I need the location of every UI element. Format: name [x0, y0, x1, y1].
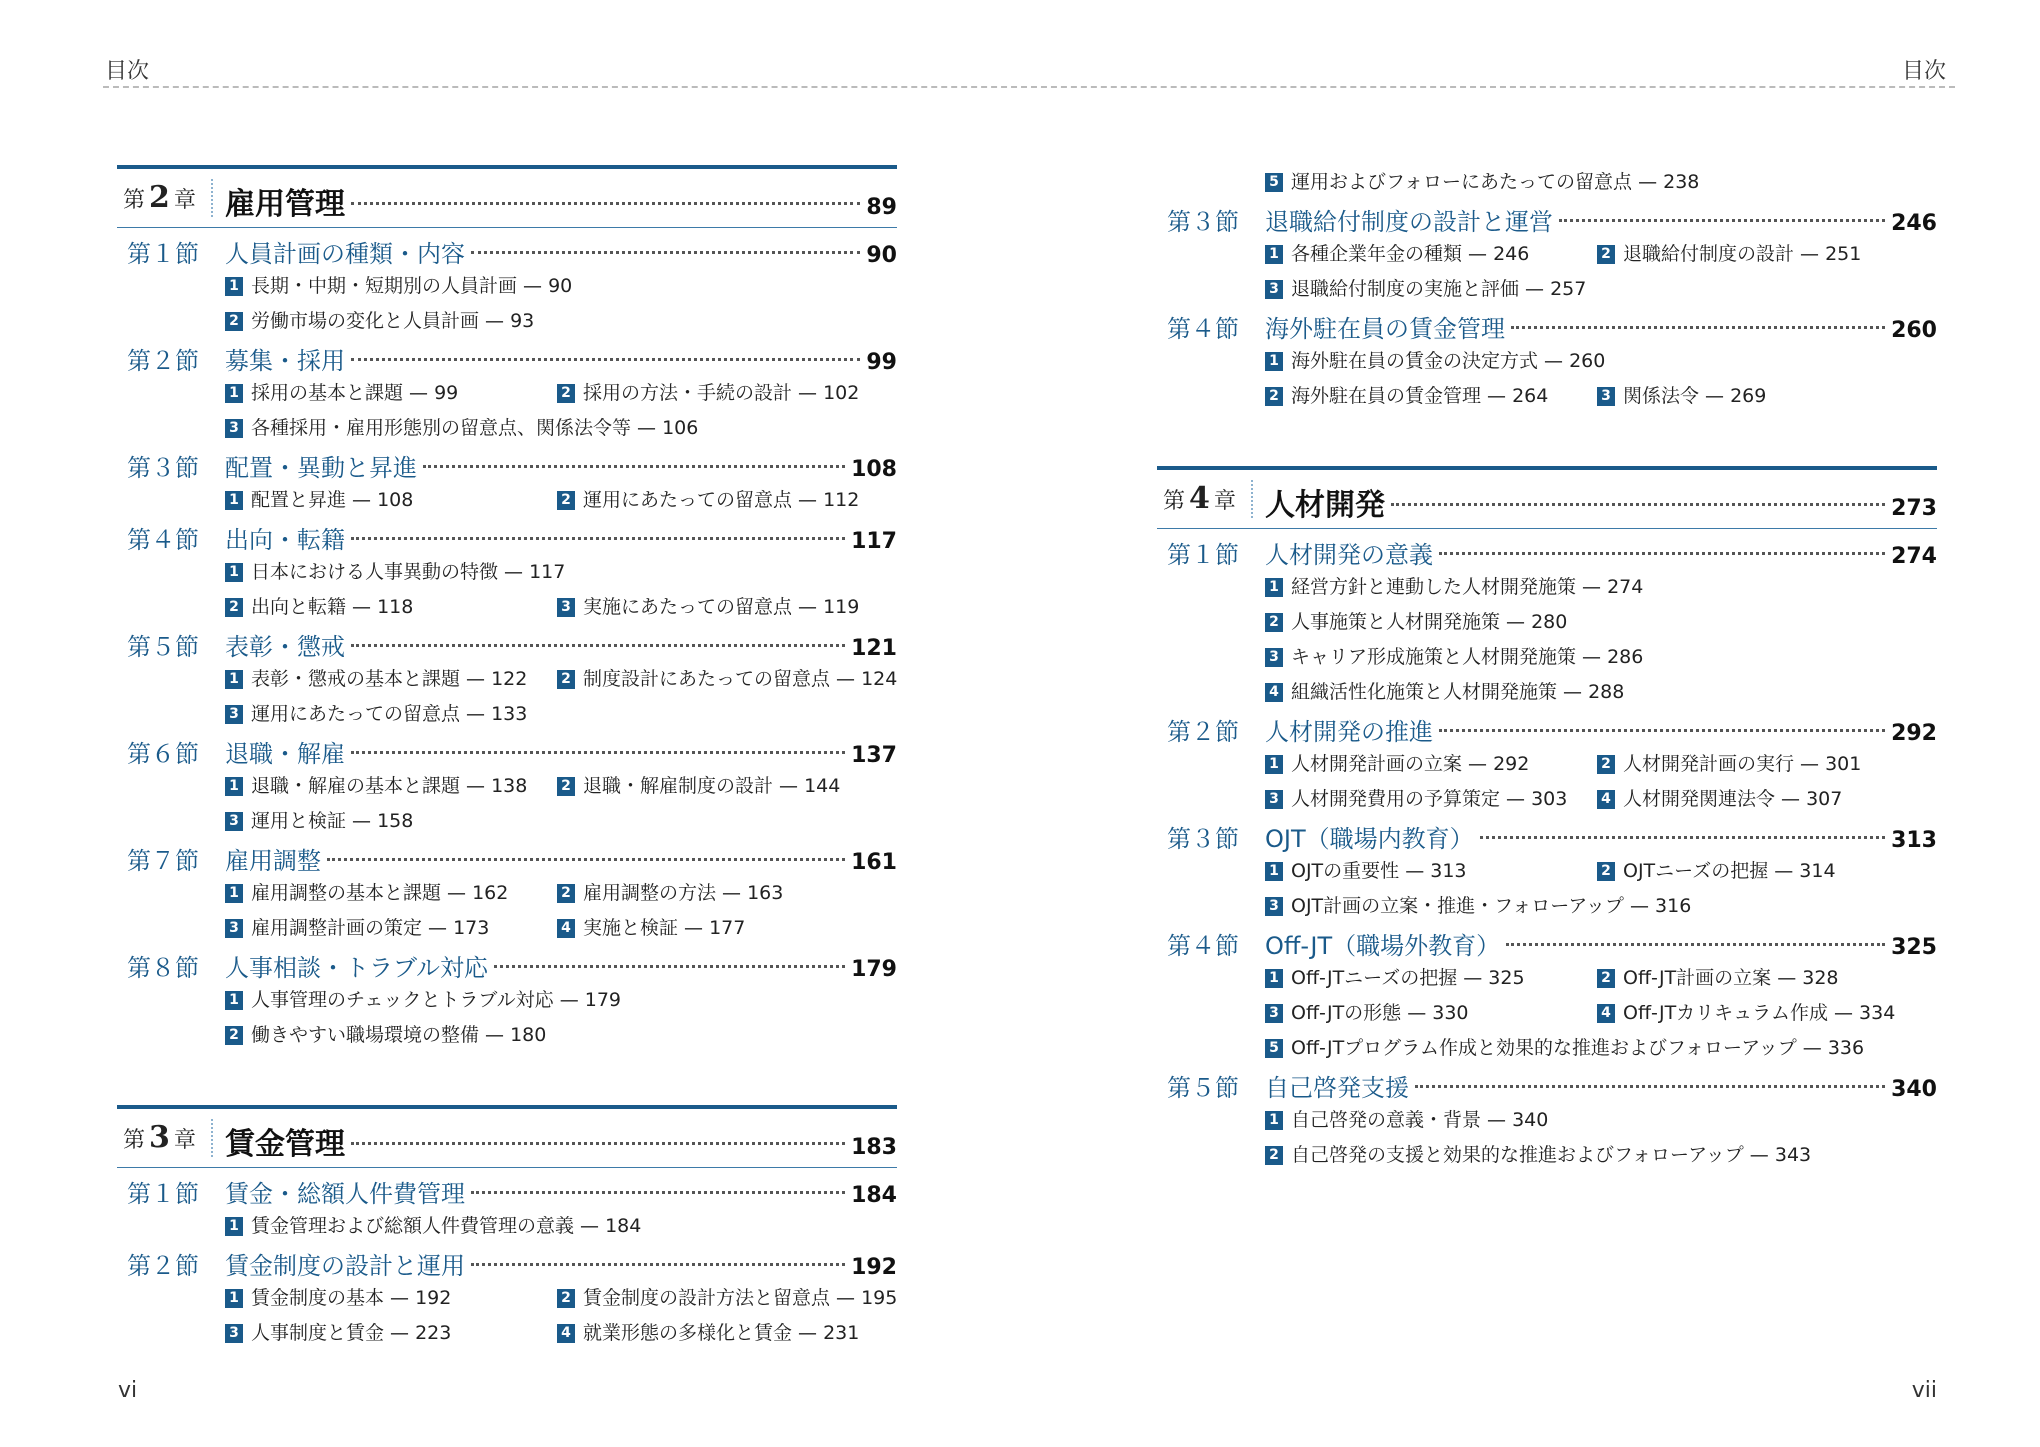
section-title: 海外駐在員の賃金管理	[1265, 315, 1505, 343]
subsection-item[interactable]	[1597, 379, 1929, 414]
item-text: 運用およびフォローにあたっての留意点 — 238	[1291, 171, 1700, 193]
item-text: 退職給付制度の設計 — 251	[1623, 243, 1862, 265]
item-text: OJTニーズの把握 — 314	[1623, 860, 1836, 882]
item-number-badge: 2	[225, 598, 243, 617]
item-text: 海外駐在員の賃金管理 — 264	[1291, 385, 1549, 407]
section-title: 配置・異動と昇進	[225, 454, 417, 482]
item-number-badge: 2	[557, 384, 575, 403]
item-number-badge: 2	[557, 1289, 575, 1308]
item-text: OJTの重要性 — 313	[1291, 860, 1467, 882]
item-text: 配置と昇進 — 108	[251, 489, 414, 511]
item-text: 出向と転籍 — 118	[251, 596, 414, 618]
item-number-badge: 3	[225, 419, 243, 438]
chapter-number: 第 2 章	[123, 179, 213, 217]
item-text: 人材開発関連法令 — 307	[1623, 788, 1843, 810]
subsection-item[interactable]	[225, 483, 557, 518]
section-entry[interactable]	[1157, 202, 1937, 237]
item-text: Off-JTニーズの把握 — 325	[1291, 967, 1525, 989]
page-number-right: vii	[1911, 1378, 1937, 1403]
subsection-item[interactable]	[1265, 605, 1937, 640]
item-number-badge: 3	[225, 812, 243, 831]
toc-right-column	[1157, 165, 1937, 1173]
item-number-badge: 1	[1265, 755, 1283, 774]
item-text: 関係法令 — 269	[1623, 385, 1767, 407]
section-page: 274	[1891, 544, 1937, 569]
item-number-badge: 3	[225, 705, 243, 724]
section-label: 第１節	[127, 1180, 199, 1208]
section-entry[interactable]	[1157, 819, 1937, 854]
item-text: 雇用調整の方法 — 163	[583, 882, 784, 904]
section-title: 人員計画の種類・内容	[225, 240, 465, 268]
item-number-badge: 1	[1265, 1111, 1283, 1130]
subsection-item[interactable]	[1265, 889, 1937, 924]
subsection-item[interactable]	[557, 662, 898, 697]
leader-dots	[351, 1142, 845, 1145]
chapter-heading[interactable]	[1157, 466, 1937, 529]
section-label: 第３節	[127, 454, 199, 482]
item-number-badge: 4	[557, 919, 575, 938]
item-number-badge: 3	[1265, 280, 1283, 299]
subsection-item[interactable]	[225, 911, 557, 946]
item-text: 雇用調整の基本と課題 — 162	[251, 882, 509, 904]
subsection-item[interactable]	[225, 1209, 897, 1244]
item-text: 日本における人事異動の特徴 — 117	[251, 561, 566, 583]
item-number-badge: 1	[225, 1289, 243, 1308]
item-number-badge: 1	[225, 491, 243, 510]
item-number-badge: 5	[1265, 1039, 1283, 1058]
header-divider	[103, 86, 1955, 88]
page-number-left: vi	[118, 1378, 138, 1403]
item-text: 各種採用・雇用形態別の留意点、関係法令等 — 106	[251, 417, 699, 439]
subsection-item[interactable]	[1265, 675, 1937, 710]
chapter-heading[interactable]	[117, 165, 897, 228]
subsection-item[interactable]	[1265, 782, 1597, 817]
subsection-item[interactable]	[225, 376, 557, 411]
item-number-badge: 2	[1265, 1146, 1283, 1165]
section-page: 246	[1891, 211, 1937, 236]
leader-dots	[494, 965, 845, 968]
section-page: 108	[851, 457, 897, 482]
section-entry[interactable]	[1157, 926, 1937, 961]
subsection-item[interactable]	[1265, 570, 1937, 605]
item-text: 人材開発費用の予算策定 — 303	[1291, 788, 1568, 810]
chapter-number: 第 4 章	[1163, 480, 1253, 518]
section-page: 260	[1891, 318, 1937, 343]
item-text: 退職給付制度の実施と評価 — 257	[1291, 278, 1587, 300]
chapter-title: 雇用管理	[225, 187, 345, 222]
leader-dots	[1559, 219, 1885, 222]
item-text: 人材開発計画の実行 — 301	[1623, 753, 1862, 775]
leader-dots	[351, 751, 845, 754]
item-number-badge: 3	[1265, 648, 1283, 667]
leader-dots	[471, 1263, 845, 1266]
item-number-badge: 1	[225, 884, 243, 903]
running-header-right: 目次	[1901, 59, 1946, 84]
section-title: 雇用調整	[225, 847, 321, 875]
subsection-item[interactable]	[1265, 272, 1937, 307]
leader-dots	[351, 358, 860, 361]
section-page: 161	[851, 850, 897, 875]
leader-dots	[351, 202, 860, 205]
item-number-badge: 5	[1265, 173, 1283, 192]
chapter-page: 89	[866, 195, 897, 220]
item-number-badge: 1	[225, 384, 243, 403]
section-page: 179	[851, 957, 897, 982]
item-text: 海外駐在員の賃金の決定方式 — 260	[1291, 350, 1606, 372]
item-number-badge: 2	[557, 777, 575, 796]
subsection-item[interactable]	[1265, 1138, 1937, 1173]
leader-dots	[1511, 326, 1885, 329]
section-entry[interactable]	[117, 341, 897, 376]
section-label: 第１節	[1167, 541, 1239, 569]
item-number-badge: 4	[1597, 1004, 1615, 1023]
item-number-badge: 1	[225, 277, 243, 296]
subsection-item[interactable]	[1265, 1103, 1937, 1138]
section-page: 184	[851, 1183, 897, 1208]
section-page: 117	[851, 529, 897, 554]
subsection-item[interactable]	[225, 804, 897, 839]
section-title: 表彰・懲戒	[225, 633, 345, 661]
item-number-badge: 2	[1597, 245, 1615, 264]
item-number-badge: 3	[1265, 897, 1283, 916]
item-text: 各種企業年金の種類 — 246	[1291, 243, 1530, 265]
item-number-badge: 1	[225, 670, 243, 689]
section-title: 人事相談・トラブル対応	[225, 954, 489, 982]
item-number-badge: 4	[1265, 683, 1283, 702]
subsection-item[interactable]	[225, 269, 897, 304]
subsection-item[interactable]	[1265, 961, 1597, 996]
subsection-item[interactable]	[557, 769, 889, 804]
toc-left-column	[117, 165, 897, 1351]
leader-dots	[1391, 503, 1885, 506]
item-number-badge: 2	[1597, 862, 1615, 881]
section-title: 人材開発の推進	[1265, 718, 1433, 746]
subsection-item[interactable]	[1265, 237, 1597, 272]
subsection-item[interactable]	[225, 411, 897, 446]
item-text: 賃金制度の基本 — 192	[251, 1287, 452, 1309]
item-text: 自己啓発の支援と効果的な推進およびフォローアップ — 343	[1291, 1144, 1812, 1166]
section-label: 第８節	[127, 954, 199, 982]
subsection-item[interactable]	[1265, 344, 1937, 379]
subsection-item[interactable]	[225, 662, 557, 697]
subsection-item[interactable]	[1597, 996, 1929, 1031]
section-label: 第３節	[1167, 208, 1239, 236]
section-entry[interactable]	[117, 448, 897, 483]
item-number-badge: 2	[557, 884, 575, 903]
item-number-badge: 2	[225, 1026, 243, 1045]
item-number-badge: 2	[1265, 387, 1283, 406]
section-title: 自己啓発支援	[1265, 1074, 1409, 1102]
section-entry[interactable]	[117, 627, 897, 662]
subsection-item[interactable]	[1265, 379, 1597, 414]
subsection-item[interactable]	[1597, 747, 1929, 782]
leader-dots	[1480, 836, 1885, 839]
chapter-title: 賃金管理	[225, 1127, 345, 1162]
item-text: 賃金管理および総額人件費管理の意義 — 184	[251, 1215, 642, 1237]
subsection-item[interactable]	[1265, 854, 1597, 889]
item-number-badge: 1	[1265, 352, 1283, 371]
subsection-item[interactable]	[1597, 237, 1929, 272]
section-entry[interactable]	[117, 520, 897, 555]
subsection-item[interactable]	[225, 1018, 897, 1053]
subsection-item[interactable]	[557, 911, 889, 946]
item-text: 人材開発計画の立案 — 292	[1291, 753, 1530, 775]
section-title: 賃金制度の設計と運用	[225, 1252, 465, 1280]
section-entry[interactable]	[117, 948, 897, 983]
section-page: 99	[866, 350, 897, 375]
section-label: 第３節	[1167, 825, 1239, 853]
section-label: 第７節	[127, 847, 199, 875]
item-text: 働きやすい職場環境の整備 — 180	[251, 1024, 547, 1046]
item-text: Off-JT計画の立案 — 328	[1623, 967, 1839, 989]
item-number-badge: 1	[1265, 578, 1283, 597]
section-page: 121	[851, 636, 897, 661]
subsection-item[interactable]	[225, 304, 897, 339]
section-entry[interactable]	[1157, 1068, 1937, 1103]
section-label: 第２節	[127, 347, 199, 375]
item-text: OJT計画の立案・推進・フォローアップ — 316	[1291, 895, 1692, 917]
item-text: 採用の基本と課題 — 99	[251, 382, 459, 404]
subsection-item[interactable]	[557, 876, 889, 911]
subsection-item[interactable]	[1265, 996, 1597, 1031]
section-title: 人材開発の意義	[1265, 541, 1433, 569]
item-number-badge: 2	[1597, 755, 1615, 774]
item-text: 労働市場の変化と人員計画 — 93	[251, 310, 535, 332]
item-text: Off-JTの形態 — 330	[1291, 1002, 1469, 1024]
item-number-badge: 3	[1265, 790, 1283, 809]
item-number-badge: 4	[557, 1324, 575, 1343]
item-text: 自己啓発の意義・背景 — 340	[1291, 1109, 1549, 1131]
leader-dots	[1439, 729, 1885, 732]
item-text: 組織活性化施策と人材開発施策 — 288	[1291, 681, 1625, 703]
section-title: 出向・転籍	[225, 526, 345, 554]
subsection-item[interactable]	[1265, 640, 1937, 675]
item-text: 実施と検証 — 177	[583, 917, 746, 939]
section-label: 第６節	[127, 740, 199, 768]
item-text: 運用にあたっての留意点 — 133	[251, 703, 528, 725]
leader-dots	[423, 465, 845, 468]
section-entry[interactable]	[117, 841, 897, 876]
leader-dots	[351, 644, 845, 647]
section-page: 340	[1891, 1077, 1937, 1102]
section-title: 募集・採用	[225, 347, 345, 375]
section-label: 第４節	[1167, 315, 1239, 343]
section-page: 292	[1891, 721, 1937, 746]
item-number-badge: 2	[557, 670, 575, 689]
subsection-item[interactable]	[557, 376, 889, 411]
item-number-badge: 2	[225, 312, 243, 331]
item-text: 長期・中期・短期別の人員計画 — 90	[251, 275, 573, 297]
section-page: 192	[851, 1255, 897, 1280]
section-title: 退職・解雇	[225, 740, 345, 768]
subsection-item[interactable]	[225, 1316, 557, 1351]
leader-dots	[351, 537, 845, 540]
section-entry[interactable]	[1157, 535, 1937, 570]
item-number-badge: 1	[1265, 969, 1283, 988]
subsection-item[interactable]	[557, 590, 889, 625]
section-label: 第４節	[1167, 932, 1239, 960]
item-number-badge: 3	[225, 919, 243, 938]
item-text: 経営方針と連動した人材開発施策 — 274	[1291, 576, 1644, 598]
section-label: 第１節	[127, 240, 199, 268]
item-text: 運用と検証 — 158	[251, 810, 414, 832]
item-text: 人事管理のチェックとトラブル対応 — 179	[251, 989, 622, 1011]
section-entry[interactable]	[1157, 712, 1937, 747]
chapter-page: 273	[1891, 496, 1937, 521]
section-title: OJT（職場内教育）	[1265, 825, 1474, 853]
item-number-badge: 2	[557, 491, 575, 510]
subsection-item[interactable]	[1265, 1031, 1937, 1066]
subsection-item[interactable]	[1597, 854, 1929, 889]
chapter-page: 183	[851, 1135, 897, 1160]
item-number-badge: 4	[1597, 790, 1615, 809]
section-title: 賃金・総額人件費管理	[225, 1180, 465, 1208]
item-number-badge: 3	[225, 1324, 243, 1343]
subsection-item[interactable]	[557, 1316, 889, 1351]
section-page: 313	[1891, 828, 1937, 853]
section-entry[interactable]	[117, 1246, 897, 1281]
item-number-badge: 1	[225, 777, 243, 796]
leader-dots	[1415, 1085, 1885, 1088]
subsection-item[interactable]	[225, 876, 557, 911]
section-page: 90	[866, 243, 897, 268]
subsection-item[interactable]	[225, 769, 557, 804]
item-text: 人事施策と人材開発施策 — 280	[1291, 611, 1568, 633]
item-number-badge: 1	[1265, 245, 1283, 264]
chapter-number: 第 3 章	[123, 1119, 213, 1157]
subsection-item[interactable]	[1265, 165, 1937, 200]
item-text: 退職・解雇制度の設計 — 144	[583, 775, 841, 797]
section-entry[interactable]	[1157, 309, 1937, 344]
subsection-item[interactable]	[1597, 961, 1929, 996]
section-label: 第５節	[1167, 1074, 1239, 1102]
leader-dots	[327, 858, 845, 861]
item-number-badge: 1	[225, 991, 243, 1010]
item-number-badge: 2	[1265, 613, 1283, 632]
leader-dots	[1439, 552, 1885, 555]
item-text: 運用にあたっての留意点 — 112	[583, 489, 860, 511]
item-text: 就業形態の多様化と賃金 — 231	[583, 1322, 860, 1344]
section-title: Off-JT（職場外教育）	[1265, 932, 1501, 960]
subsection-item[interactable]	[557, 483, 889, 518]
section-page: 325	[1891, 935, 1937, 960]
item-text: Off-JTプログラム作成と効果的な推進およびフォローアップ — 336	[1291, 1037, 1865, 1059]
item-number-badge: 3	[1597, 387, 1615, 406]
leader-dots	[1506, 943, 1885, 946]
running-header-left: 目次	[105, 59, 150, 84]
item-number-badge: 2	[1597, 969, 1615, 988]
section-label: 第４節	[127, 526, 199, 554]
chapter-heading[interactable]	[117, 1105, 897, 1168]
subsection-item[interactable]	[225, 983, 897, 1018]
item-text: 表彰・懲戒の基本と課題 — 122	[251, 668, 528, 690]
item-text: 人事制度と賃金 — 223	[251, 1322, 452, 1344]
item-text: 実施にあたっての留意点 — 119	[583, 596, 860, 618]
section-title: 退職給付制度の設計と運営	[1265, 208, 1553, 236]
item-text: キャリア形成施策と人材開発施策 — 286	[1291, 646, 1644, 668]
subsection-item[interactable]	[557, 1281, 898, 1316]
item-number-badge: 3	[1265, 1004, 1283, 1023]
item-text: 制度設計にあたっての留意点 — 124	[583, 668, 898, 690]
section-label: 第５節	[127, 633, 199, 661]
item-text: 退職・解雇の基本と課題 — 138	[251, 775, 528, 797]
subsection-item[interactable]	[225, 1281, 557, 1316]
subsection-item[interactable]	[1265, 747, 1597, 782]
section-label: 第２節	[1167, 718, 1239, 746]
item-number-badge: 1	[225, 563, 243, 582]
item-number-badge: 1	[1265, 862, 1283, 881]
item-text: Off-JTカリキュラム作成 — 334	[1623, 1002, 1896, 1024]
item-number-badge: 3	[557, 598, 575, 617]
subsection-item[interactable]	[225, 590, 557, 625]
subsection-item[interactable]	[225, 555, 897, 590]
item-number-badge: 1	[225, 1217, 243, 1236]
section-entry[interactable]	[117, 1174, 897, 1209]
leader-dots	[471, 251, 860, 254]
item-text: 雇用調整計画の策定 — 173	[251, 917, 490, 939]
section-entry[interactable]	[117, 234, 897, 269]
section-label: 第２節	[127, 1252, 199, 1280]
section-page: 137	[851, 743, 897, 768]
subsection-item[interactable]	[1597, 782, 1929, 817]
item-text: 賃金制度の設計方法と留意点 — 195	[583, 1287, 898, 1309]
chapter-title: 人材開発	[1265, 488, 1385, 523]
item-text: 採用の方法・手続の設計 — 102	[583, 382, 860, 404]
leader-dots	[471, 1191, 845, 1194]
section-entry[interactable]	[117, 734, 897, 769]
subsection-item[interactable]	[225, 697, 897, 732]
